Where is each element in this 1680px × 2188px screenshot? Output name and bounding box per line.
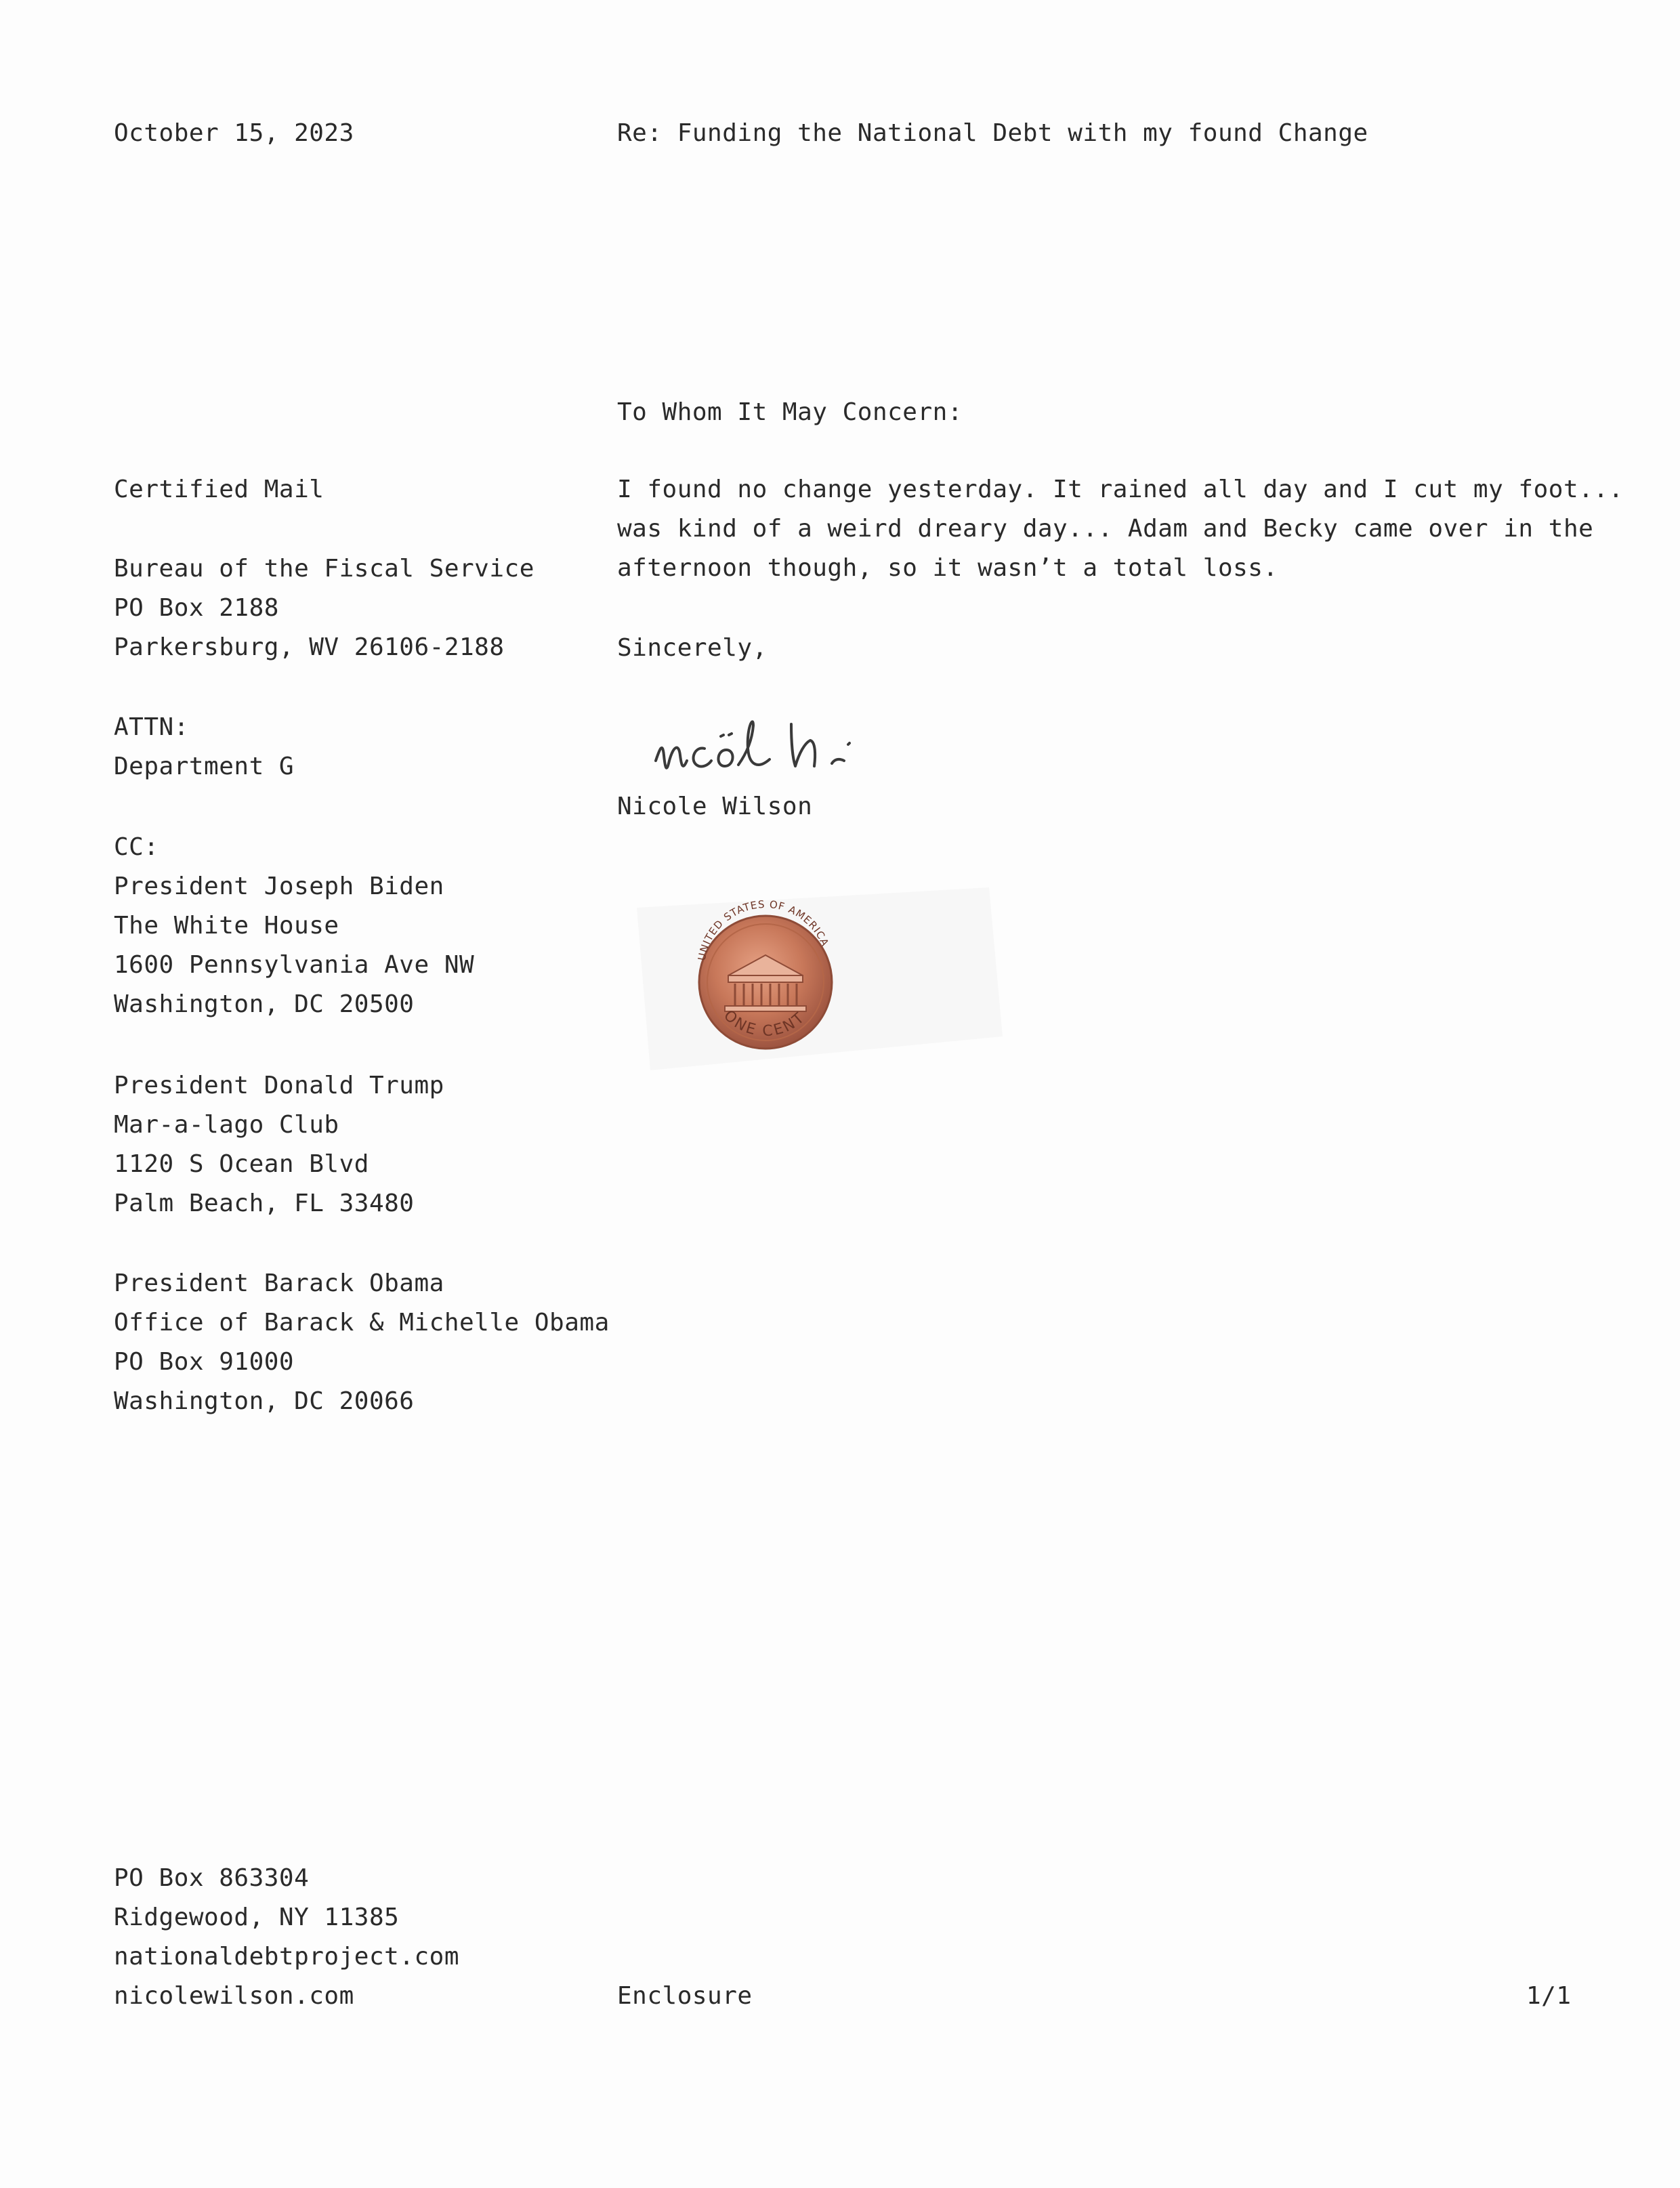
handwritten-signature xyxy=(650,701,989,796)
attn-department: Department G xyxy=(114,753,295,780)
attn-block xyxy=(114,708,294,786)
svg-text:UNITED STATES OF AMERICA: UNITED STATES OF AMERICA xyxy=(695,898,832,962)
sender-line: Ridgewood, NY 11385 xyxy=(114,1903,400,1931)
mail-type: Certified Mail xyxy=(114,476,324,503)
salutation: To Whom It May Concern: xyxy=(617,398,963,426)
cc-obama-address xyxy=(114,1264,610,1421)
body-line: afternoon though, so it wasn’t a total loss. xyxy=(617,554,1278,582)
cc-line: 1600 Pennsylvania Ave NW xyxy=(114,951,475,979)
sender-line: PO Box 863304 xyxy=(114,1864,310,1892)
recipient-address xyxy=(114,549,534,667)
cc-line: Washington, DC 20500 xyxy=(114,990,415,1018)
enclosure-label: Enclosure xyxy=(617,1982,753,2010)
cc-line: Mar-a-lago Club xyxy=(114,1111,339,1139)
cc-biden-address xyxy=(114,867,474,1024)
penny-coin-icon xyxy=(596,867,1016,1097)
letter-subject: Re: Funding the National Debt with my found Change xyxy=(617,119,1368,147)
page-number: 1/1 xyxy=(1526,1982,1572,2010)
cc-line: President Barack Obama xyxy=(114,1269,444,1297)
cc-trump-address xyxy=(114,1066,444,1223)
sender-website[interactable]: nicolewilson.com xyxy=(114,1982,354,2010)
cc-line: 1120 S Ocean Blvd xyxy=(114,1150,369,1178)
signer-name: Nicole Wilson xyxy=(617,793,813,820)
cc-line: PO Box 91000 xyxy=(114,1348,295,1376)
recipient-line: PO Box 2188 xyxy=(114,594,279,622)
sender-website[interactable]: nationaldebtproject.com xyxy=(114,1943,459,1971)
attn-label: ATTN: xyxy=(114,713,189,741)
closing: Sincerely, xyxy=(617,634,768,662)
enclosed-penny xyxy=(596,867,1016,1097)
cc-line: President Joseph Biden xyxy=(114,872,444,900)
body-line: was kind of a weird dreary day... Adam and Becky came over in the xyxy=(617,515,1594,543)
cc-line: Washington, DC 20066 xyxy=(114,1387,415,1415)
recipient-line: Parkersburg, WV 26106-2188 xyxy=(114,633,505,661)
cc-label: CC: xyxy=(114,833,159,861)
recipient-line: Bureau of the Fiscal Service xyxy=(114,555,534,583)
cc-line: Palm Beach, FL 33480 xyxy=(114,1190,415,1217)
letter-date: October 15, 2023 xyxy=(114,119,354,147)
body-line: I found no change yesterday. It rained all day and I cut my foot... xyxy=(617,476,1624,503)
svg-text:ONE CENT: ONE CENT xyxy=(720,1007,810,1040)
cc-line: President Donald Trump xyxy=(114,1072,444,1099)
letter-body xyxy=(617,470,1624,588)
sender-address xyxy=(114,1859,459,2016)
cc-line: Office of Barack & Michelle Obama xyxy=(114,1309,610,1337)
cc-line: The White House xyxy=(114,912,339,940)
